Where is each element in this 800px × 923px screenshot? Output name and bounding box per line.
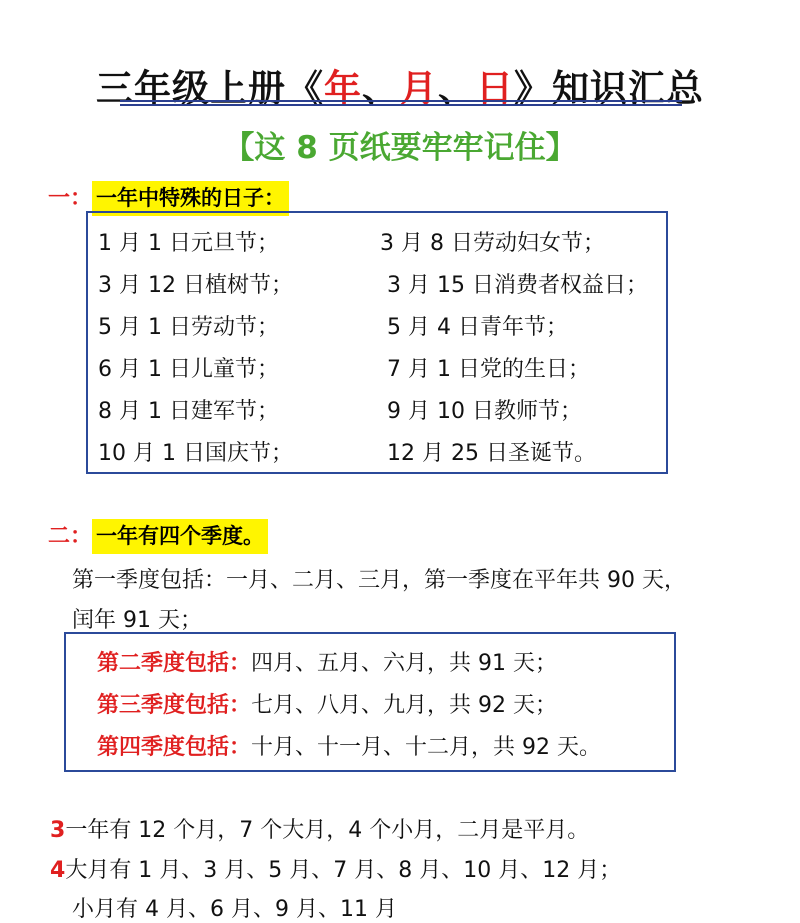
special-day-item: 3 月 12 日植树节； [98, 273, 293, 298]
quarter-label: 第三季度包括： [97, 693, 252, 718]
section-1-heading [48, 181, 289, 212]
quarter-label: 第二季度包括： [97, 651, 252, 676]
section-3-number: 3 [50, 818, 66, 843]
special-day-item: 9 月 10 日教师节； [387, 399, 582, 424]
special-day-item: 10 月 1 日国庆节； [98, 441, 293, 466]
quarter-text: 四月、五月、六月，共 91 天； [251, 651, 557, 676]
title-highlight-day: 日 [476, 67, 514, 110]
quarter-item [97, 646, 557, 677]
section-1-number: 一： [48, 186, 93, 211]
section-2-number: 二： [48, 524, 93, 549]
quarter-item [97, 730, 601, 761]
section-2-title: 一年有四个季度。 [92, 519, 268, 554]
title-separator: 、 [362, 67, 400, 110]
special-day-item: 7 月 1 日党的生日； [387, 357, 590, 382]
special-day-item: 3 月 15 日消费者权益日； [387, 273, 648, 298]
quarter-item [97, 688, 557, 719]
title-highlight-year: 年 [324, 67, 362, 110]
special-day-item: 12 月 25 日圣诞节。 [387, 441, 596, 466]
small-months-line: 小月有 4 月、6 月、9 月、11 月 [72, 897, 397, 922]
special-day-item: 5 月 1 日劳动节； [98, 315, 279, 340]
special-day-item: 6 月 1 日儿童节； [98, 357, 279, 382]
section-3-text: 一年有 12 个月，7 个大月，4 个小月，二月是平月。 [65, 818, 590, 843]
title-text-pre: 三年级上册《 [96, 67, 324, 110]
quarter-text: 十月、十一月、十二月，共 92 天。 [251, 735, 601, 760]
section-1-title: 一年中特殊的日子： [92, 181, 289, 216]
first-quarter-line: 闰年 91 天； [72, 608, 202, 633]
title-highlight-month: 月 [400, 67, 438, 110]
special-day-item: 8 月 1 日建军节； [98, 399, 279, 424]
first-quarter-line: 第一季度包括：一月、二月、三月，第一季度在平年共 90 天， [72, 568, 686, 593]
title-text-post: 》知识汇总 [514, 67, 704, 110]
section-4-text: 大月有 1 月、3 月、5 月、7 月、8 月、10 月、12 月； [65, 858, 622, 883]
subtitle: 【这 8 页纸要牢牢记住】 [223, 130, 577, 166]
section-4 [50, 853, 621, 884]
quarter-text: 七月、八月、九月，共 92 天； [251, 693, 557, 718]
section-4-number: 4 [50, 858, 66, 883]
special-day-item: 5 月 4 日青年节； [387, 315, 568, 340]
section-3 [50, 813, 589, 844]
quarter-label: 第四季度包括： [97, 735, 252, 760]
title-underline [120, 100, 682, 102]
special-day-item: 1 月 1 日元旦节； [98, 231, 279, 256]
title-underline [120, 104, 682, 106]
title-separator: 、 [438, 67, 476, 110]
section-2-heading [48, 519, 268, 550]
special-day-item: 3 月 8 日劳动妇女节； [380, 231, 605, 256]
